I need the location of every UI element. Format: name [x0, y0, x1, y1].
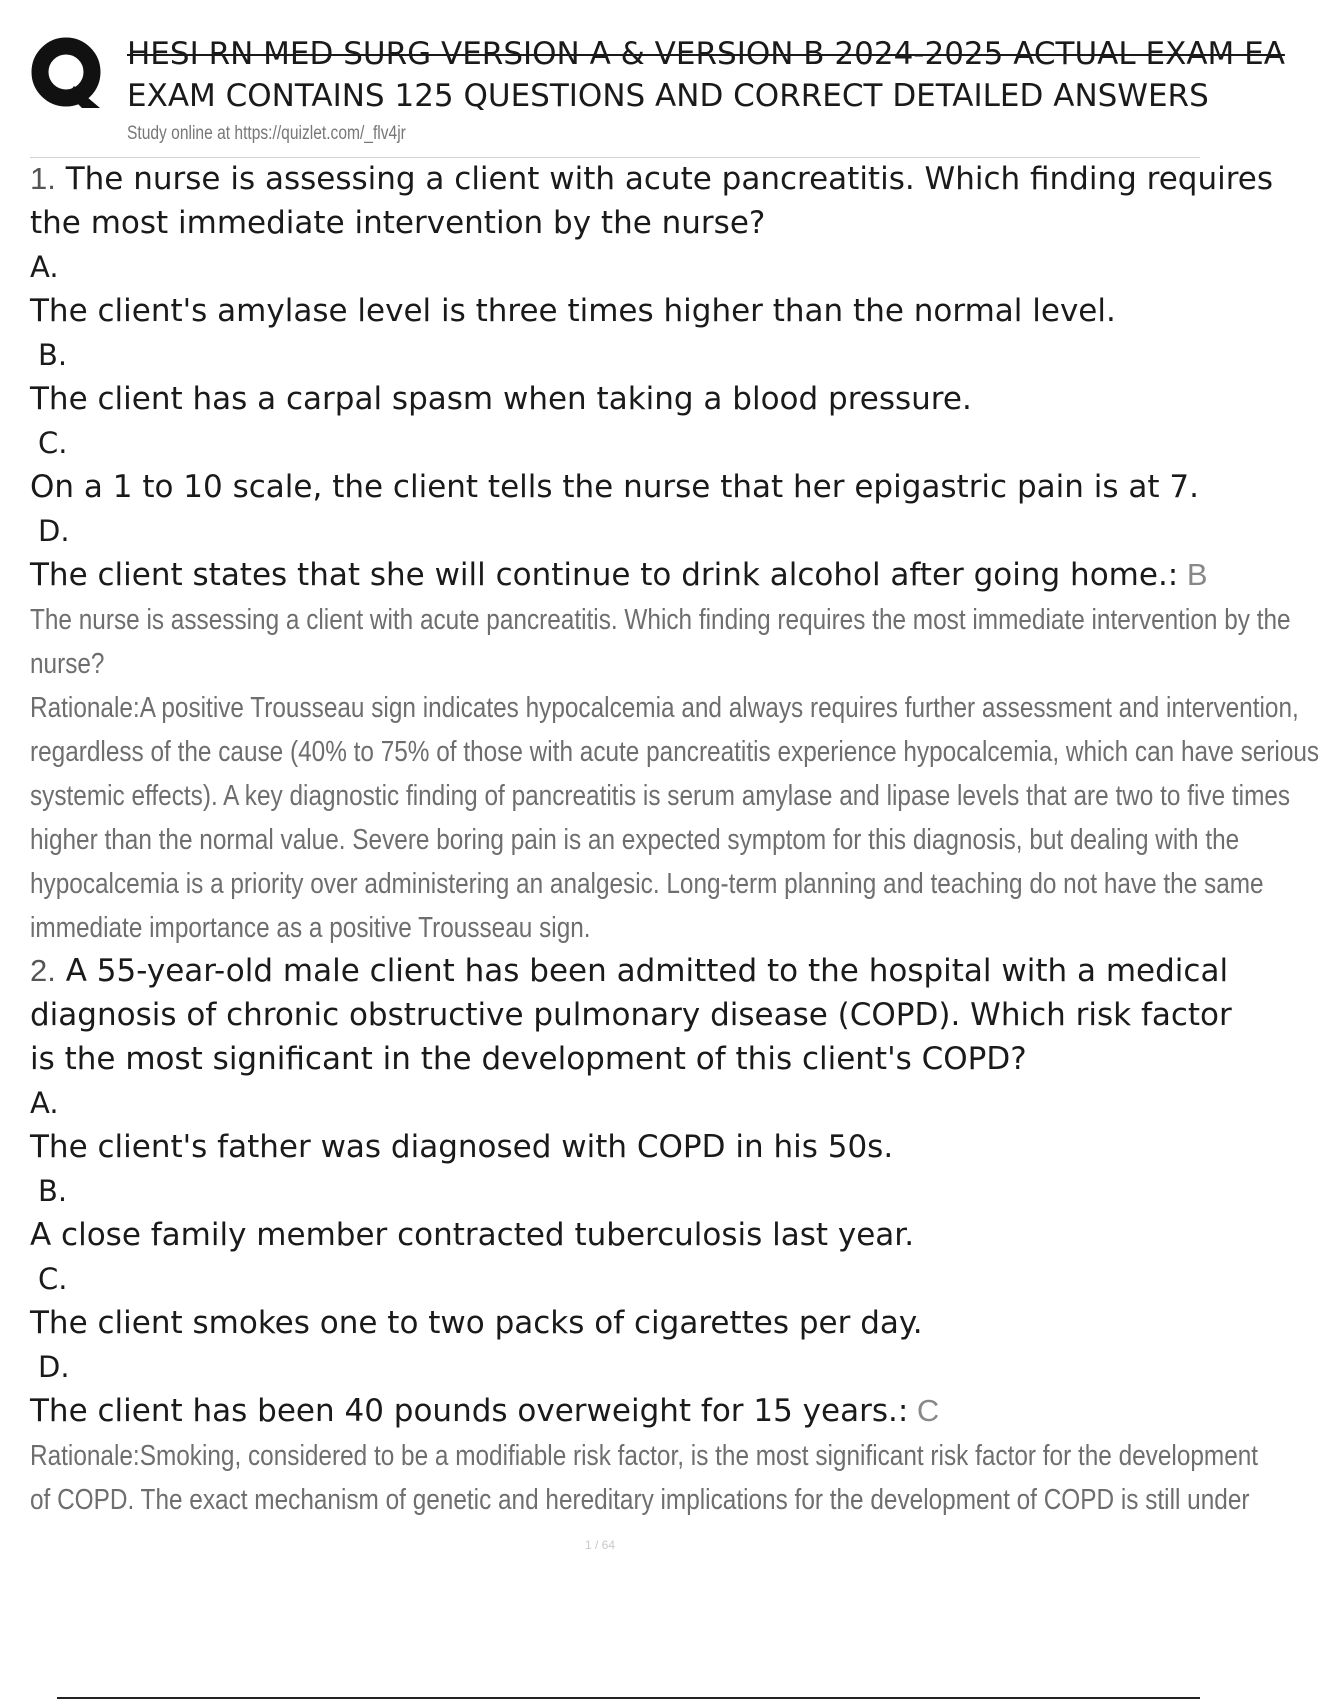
question-1	[30, 158, 1319, 950]
question-stem-text: A 55-year-old male client has been admitted to the hospital with a medical	[55, 953, 1229, 989]
option-text: The client's amylase level is three times higher than the normal level.	[30, 293, 1116, 329]
question-stem-line: diagnosis of chronic obstructive pulmonary disease (COPD). Which risk factor	[30, 997, 1232, 1033]
study-online-link[interactable]: Study online at https://quizlet.com/_flv4jr	[127, 123, 406, 144]
option-text: On a 1 to 10 scale, the client tells the nurse that her epigastric pain is at 7.	[30, 469, 1199, 505]
page-number: 1 / 64	[584, 1538, 616, 1552]
option-letter: D.	[38, 514, 70, 548]
option-text: The client has been 40 pounds overweight for 15 years.:	[30, 1393, 909, 1429]
rationale-line: The nurse is assessing a client with acute pancreatitis. Which finding requires the most immediate intervention by the	[30, 604, 1291, 636]
option-letter: A.	[30, 1086, 59, 1120]
option-letter: B.	[38, 338, 68, 372]
answer-key: B	[1178, 557, 1208, 592]
rationale-line: Rationale:Smoking, considered to be a modifiable risk factor, is the most significant risk factor for the development	[30, 1440, 1259, 1472]
option-text: The client's father was diagnosed with COPD in his 50s.	[30, 1129, 894, 1165]
option-text: The client smokes one to two packs of cigarettes per day.	[30, 1305, 923, 1341]
question-stem-line	[30, 950, 1229, 994]
rationale-line: higher than the normal value. Severe boring pain is an expected symptom for this diagnosis, but dealing with the	[30, 824, 1240, 856]
option-letter: B.	[38, 1174, 68, 1208]
option-letter: C.	[38, 1262, 68, 1296]
bottom-divider	[57, 1697, 1200, 1699]
option-text-with-answer	[30, 554, 1208, 598]
option-text: A close family member contracted tuberculosis last year.	[30, 1217, 915, 1253]
document-title-line-1: HESI RN MED SURG VERSION A & VERSION B 2024-2025 ACTUAL EXAM EA	[127, 36, 1285, 72]
questions-list	[30, 158, 1319, 1522]
rationale-line: nurse?	[30, 648, 105, 680]
rationale-line: of COPD. The exact mechanism of genetic and hereditary implications for the development of COPD is still under	[30, 1484, 1250, 1516]
question-number: 2.	[30, 953, 56, 988]
option-letter: C.	[38, 426, 68, 460]
question-stem-text: The nurse is assessing a client with acute pancreatitis. Which finding requires	[55, 161, 1274, 197]
question-stem-line: the most immediate intervention by the nurse?	[30, 205, 766, 241]
rationale-line: immediate importance as a positive Trousseau sign.	[30, 912, 591, 944]
option-text: The client states that she will continue to drink alcohol after going home.:	[30, 557, 1179, 593]
answer-key: C	[908, 1393, 940, 1428]
rationale-line: regardless of the cause (40% to 75% of those with acute pancreatitis experience hypocalcemia, which can have serious	[30, 736, 1319, 768]
option-letter: D.	[38, 1350, 70, 1384]
option-text-with-answer	[30, 1390, 1200, 1434]
option-text: The client has a carpal spasm when taking a blood pressure.	[30, 381, 972, 417]
quizlet-q-logo-icon	[30, 36, 104, 110]
rationale-line: Rationale:A positive Trousseau sign indicates hypocalcemia and always requires further assessment and intervention,	[30, 692, 1299, 724]
question-number: 1.	[30, 161, 56, 196]
rationale-line: hypocalcemia is a priority over administering an analgesic. Long-term planning and teaching do not have the same	[30, 868, 1264, 900]
option-letter: A.	[30, 250, 59, 284]
document-title-line-2: EXAM CONTAINS 125 QUESTIONS AND CORRECT DETAILED ANSWERS	[127, 78, 1209, 114]
question-stem-line: is the most significant in the development of this client's COPD?	[30, 1041, 1027, 1077]
question-stem-line	[30, 158, 1274, 202]
question-2	[30, 950, 1259, 1522]
rationale-line: systemic effects). A key diagnostic finding of pancreatitis is serum amylase and lipase levels that are two to five times	[30, 780, 1291, 812]
